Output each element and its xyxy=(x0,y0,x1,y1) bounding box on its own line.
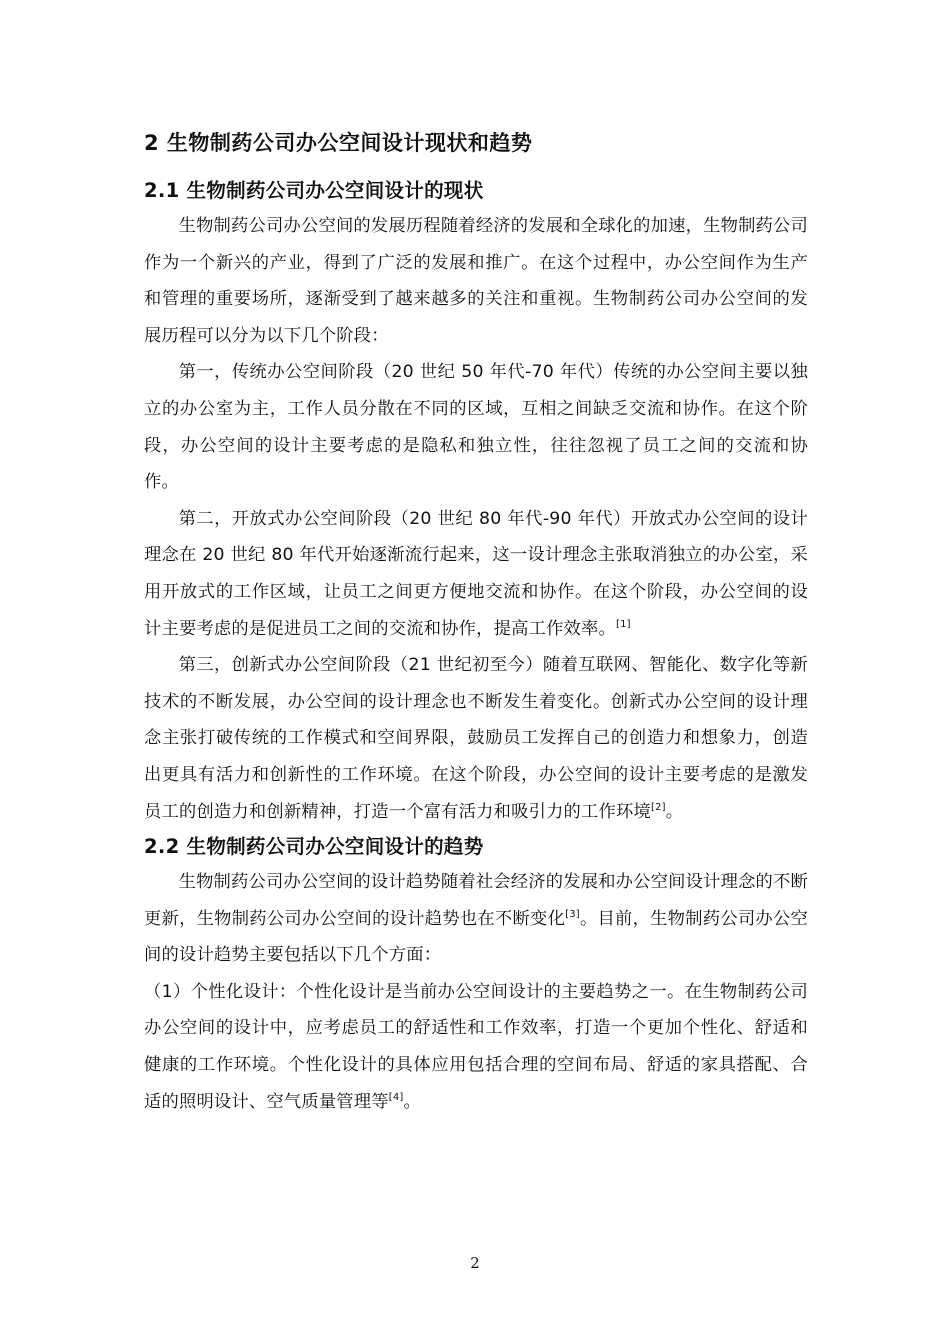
paragraph-text: 第三，创新式办公空间阶段（21 世纪初至今）随着互联网、智能化、数字化等新技术的不断发展，办公空间的设计理念也不断发生着变化。创新式办公空间的设计理念主张打破传统的工作模式和空间界限，鼓励员工发挥自己的创造力和想象力，创造出更具有活力和创新性的工作环境。在这个阶段，办公空间的设计主要考虑的是激发员工的创造力和创新精神，打造一个富有活力和吸引力的工作环境 xyxy=(144,655,808,822)
paragraph xyxy=(144,647,808,830)
paragraph-text: 生物制药公司办公空间的设计趋势随着社会经济的发展和办公空间设计理念的不断更新，生物制药公司办公空间的设计趋势也在不断变化 xyxy=(144,872,808,929)
page-content xyxy=(144,124,808,1120)
citation-marker: [2] xyxy=(650,801,666,813)
section-heading-2-1: 2.1 生物制药公司办公空间设计的现状 xyxy=(144,179,484,202)
paragraph-text-end: 。目前，生物制药公司办公空间的设计趋势主要包括以下几个方面： xyxy=(144,908,808,966)
paragraph xyxy=(144,501,808,647)
list-item xyxy=(144,974,808,1120)
paragraph-text: 第一，传统办公空间阶段（20 世纪 50 年代-70 年代）传统的办公空间主要以独立的办公室为主，工作人员分散在不同的区域，互相之间缺乏交流和协作。在这个阶段，办公空间的设计主要考虑的是隐私和独立性，往往忽视了员工之间的交流和协作。 xyxy=(144,362,808,493)
chapter-title: 2 生物制药公司办公空间设计现状和趋势 xyxy=(144,131,533,155)
paragraph-text: 第二，开放式办公空间阶段（20 世纪 80 年代-90 年代）开放式办公空间的设计理念在 20 世纪 80 年代开始逐渐流行起来，这一设计理念主张取消独立的办公室，采用开放式的工作区域，让员工之间更方便地交流和协作。在这个阶段，办公空间的设计主要考虑的是促进员工之间的交流和协作，提高工作效率。 xyxy=(144,508,808,639)
paragraph-text-end: 。 xyxy=(665,801,684,822)
paragraph-text: 生物制药公司办公空间的发展历程随着经济的发展和全球化的加速，生物制药公司作为一个新兴的产业，得到了广泛的发展和推广。在这个过程中，办公空间作为生产和管理的重要场所，逐渐受到了越来越多的关注和重视。生物制药公司办公空间的发展历程可以分为以下几个阶段： xyxy=(144,216,808,346)
citation-marker: [3] xyxy=(565,908,580,920)
page-number: 2 xyxy=(470,1254,480,1272)
citation-marker: [1] xyxy=(616,618,631,630)
paragraph xyxy=(144,864,808,974)
citation-marker: [4] xyxy=(388,1091,404,1103)
list-item-text-end: 。 xyxy=(403,1091,421,1112)
list-item-text: （1）个性化设计：个性化设计是当前办公空间设计的主要趋势之一。在生物制药公司办公空间的设计中，应考虑员工的舒适性和工作效率，打造一个更加个性化、舒适和健康的工作环境。个性化设计的具体应用包括合理的空间布局、舒适的家具搭配、合适的照明设计、空气质量管理等 xyxy=(144,981,808,1112)
paragraph xyxy=(144,354,808,500)
section-heading-2-2: 2.2 生物制药公司办公空间设计的趋势 xyxy=(144,835,484,859)
paragraph xyxy=(144,208,808,354)
